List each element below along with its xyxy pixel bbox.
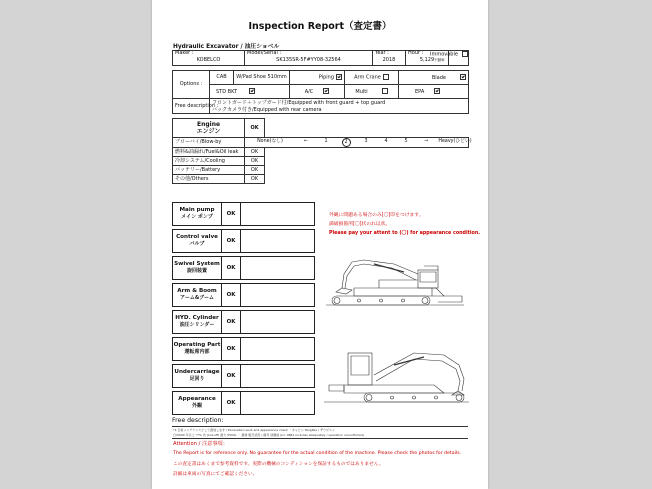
model-value: SK135SR-5F#YY08-32564 [245, 57, 373, 66]
component-name-en: Control valve [176, 234, 218, 241]
component-name [173, 392, 221, 414]
free-description-label: Free description : [173, 99, 210, 114]
component-name [173, 230, 221, 252]
appearance-note [329, 212, 480, 239]
ac-checkbox[interactable] [323, 88, 329, 94]
component-status: OK [221, 392, 240, 414]
component-status: OK [221, 365, 240, 387]
free-description-value [210, 99, 469, 114]
component-name-en: Main pump [179, 207, 215, 214]
machine-info-table [172, 50, 469, 66]
blade-checkbox[interactable] [460, 74, 466, 80]
component-name [173, 257, 221, 279]
note-line1: 外観に問題ある場合のみ[〇]印をつけます。 [329, 213, 424, 218]
options-table [172, 70, 469, 114]
engine-check-row [173, 166, 469, 175]
model-label: Model/Serial : [245, 51, 373, 57]
blowby-scale [245, 138, 472, 148]
engine-name-jp: エンジン [196, 128, 221, 135]
hour-label: Hour : [406, 51, 449, 57]
note-line2: 満破損箇所[〇]状のれ以状。 [329, 221, 391, 227]
blowby-scale-item [335, 138, 357, 147]
component-name [173, 203, 221, 225]
component-name-en: Swivel System [174, 261, 220, 268]
blowby-selected-mark: 2 [342, 138, 351, 147]
engine-check-row [173, 157, 469, 166]
attention-line2: この査定書はあくまで参考資料です。実際の機械のコンディションを保証するものではありません。 [173, 462, 384, 467]
component-name [173, 338, 221, 360]
year-value: 2018 [373, 57, 406, 66]
report-title: Inspection Report（査定書） [248, 21, 392, 32]
attention-line3: 詳細は車両の写真にてご確認ください。 [173, 472, 258, 477]
immovable-field [430, 51, 468, 64]
machine-type: Hydraulic Excavator / 油圧ショベル [173, 44, 280, 50]
blowby-scale-item: 4 [384, 139, 388, 145]
component-notes [240, 311, 314, 333]
immovable-jp: 不動車 [434, 58, 445, 62]
epa-checkbox[interactable] [434, 88, 440, 94]
component-section [172, 364, 315, 388]
arm-crane-checkbox[interactable] [383, 74, 389, 80]
attention-line1: The Report is for reference only. No guarantee for the actual condition of the machine. Please check the photos for details. [173, 451, 462, 456]
attention-label: Attention / 注意事項： [173, 441, 228, 447]
divider [172, 438, 468, 439]
hour-value: 5,129 [406, 57, 449, 66]
blowby-scale-item: → [423, 139, 429, 145]
component-name-en: Appearance [178, 396, 216, 403]
option-blade[interactable]: Blade [399, 71, 469, 85]
blowby-scale-item: ← [303, 139, 309, 145]
fine-print-line1: *1.日常メンテナンスとして推奨します / Excavation work and appearance check ・キャビン Tangible / ザウジエン [173, 428, 336, 432]
component-section [172, 229, 315, 253]
component-section [172, 337, 315, 361]
component-name-jp: メイン ポンプ [181, 214, 213, 221]
component-notes [240, 257, 314, 279]
engine-check-row [173, 148, 469, 157]
option-multi[interactable]: Multi [345, 85, 399, 99]
bottom-free-description-label: Free description: [172, 417, 224, 424]
engine-check-label: 冷却システム/Cooling [173, 157, 245, 166]
option-std-bkt[interactable]: STD BKT [210, 85, 290, 99]
std-bkt-checkbox[interactable] [249, 88, 255, 94]
component-status: OK [221, 338, 240, 360]
immovable-checkbox[interactable] [462, 51, 468, 57]
blowby-scale-item: 5 [404, 139, 408, 145]
component-section [172, 283, 315, 307]
engine-status: OK [245, 119, 265, 138]
component-name-en: Undercarriage [174, 369, 220, 376]
component-status: OK [221, 257, 240, 279]
engine-check-value: OK [245, 166, 265, 175]
component-name-en: HYD. Cylinder [175, 315, 219, 322]
component-name-jp: 運転席内部 [184, 349, 210, 356]
option-arm-crane[interactable]: Arm Crane [345, 71, 399, 85]
component-status: OK [221, 230, 240, 252]
component-status: OK [221, 203, 240, 225]
engine-check-value: OK [245, 175, 265, 184]
engine-check-row [173, 175, 469, 184]
option-epa[interactable]: EPA [399, 85, 469, 99]
free-description-line1: フロントガード＋トップガード付/Equipped with front guard + top guard [212, 100, 386, 106]
engine-check-value: OK [245, 157, 265, 166]
component-name-jp: バルブ [189, 241, 205, 248]
engine-check-label: バッテリー/Battery [173, 166, 245, 175]
component-name [173, 365, 221, 387]
component-name-jp: 旋回装置 [186, 268, 207, 275]
option-ac[interactable]: A/C [290, 85, 345, 99]
component-name [173, 311, 221, 333]
divider [172, 426, 468, 427]
option-piping[interactable]: Piping [290, 71, 345, 85]
engine-check-value: OK [245, 148, 265, 157]
component-notes [240, 392, 314, 414]
component-notes [240, 284, 314, 306]
blowby-scale-item: 3 [364, 139, 368, 145]
immovable-label: Immovable [430, 51, 458, 58]
engine-check-label: 燃料&油漏れ/Fuel&Oil leak [173, 148, 245, 157]
component-name [173, 284, 221, 306]
year-label: Year : [373, 51, 406, 57]
multi-checkbox[interactable] [382, 88, 388, 94]
component-status: OK [221, 284, 240, 306]
maker-value: KOBELCO [173, 57, 245, 66]
option-cab[interactable]: CAB [210, 71, 234, 85]
note-line3: Please pay your attent to (〇) for appearance condition. [329, 230, 481, 236]
options-label: Options : [173, 71, 210, 99]
piping-checkbox[interactable] [336, 74, 342, 80]
component-section [172, 256, 315, 280]
blowby-scale-item: 1 [324, 139, 328, 145]
component-status: OK [221, 311, 240, 333]
blowby-label: ブローバイ/Blow-by [173, 138, 245, 148]
free-description-line2: バックカメラ付き/Equipped with rear camera [212, 106, 322, 113]
engine-check-label: その他/Others [173, 175, 245, 184]
excavator-side-view-2 [324, 345, 474, 411]
component-notes [240, 338, 314, 360]
component-section [172, 391, 315, 415]
component-notes [240, 365, 314, 387]
component-name-en: Operating Part [173, 342, 221, 349]
component-section [172, 310, 315, 334]
excavator-side-view-1 [324, 244, 474, 310]
component-name-jp: 外観 [191, 403, 202, 410]
maker-label: Maker : [173, 51, 245, 57]
engine-table [172, 118, 472, 184]
component-name-jp: 油圧シリンダー [179, 322, 215, 329]
component-name-en: Arm & Boom [177, 288, 217, 295]
component-notes [240, 230, 314, 252]
component-section [172, 202, 315, 226]
component-name-jp: アーム&ブーム [179, 295, 215, 302]
engine-name-en: Engine [196, 120, 221, 128]
blowby-scale-item: None(なし) [257, 139, 283, 145]
fine-print-line2: 日/5000 年以上 *7% 内 (Cut-off) 最大 5500L ・ 最終 販売状況 / 備考 詳細前 (Inc 9861 includes adequately / operation unconfirmed) [173, 433, 364, 437]
option-shoe: W/Pad Shoe 510mm [234, 71, 290, 85]
component-name-jp: 足回り [189, 376, 205, 383]
component-notes [240, 203, 314, 225]
report-page [152, 0, 488, 489]
blowby-scale-item: Heavy(ひどい) [438, 139, 472, 145]
engine-name [173, 119, 245, 138]
